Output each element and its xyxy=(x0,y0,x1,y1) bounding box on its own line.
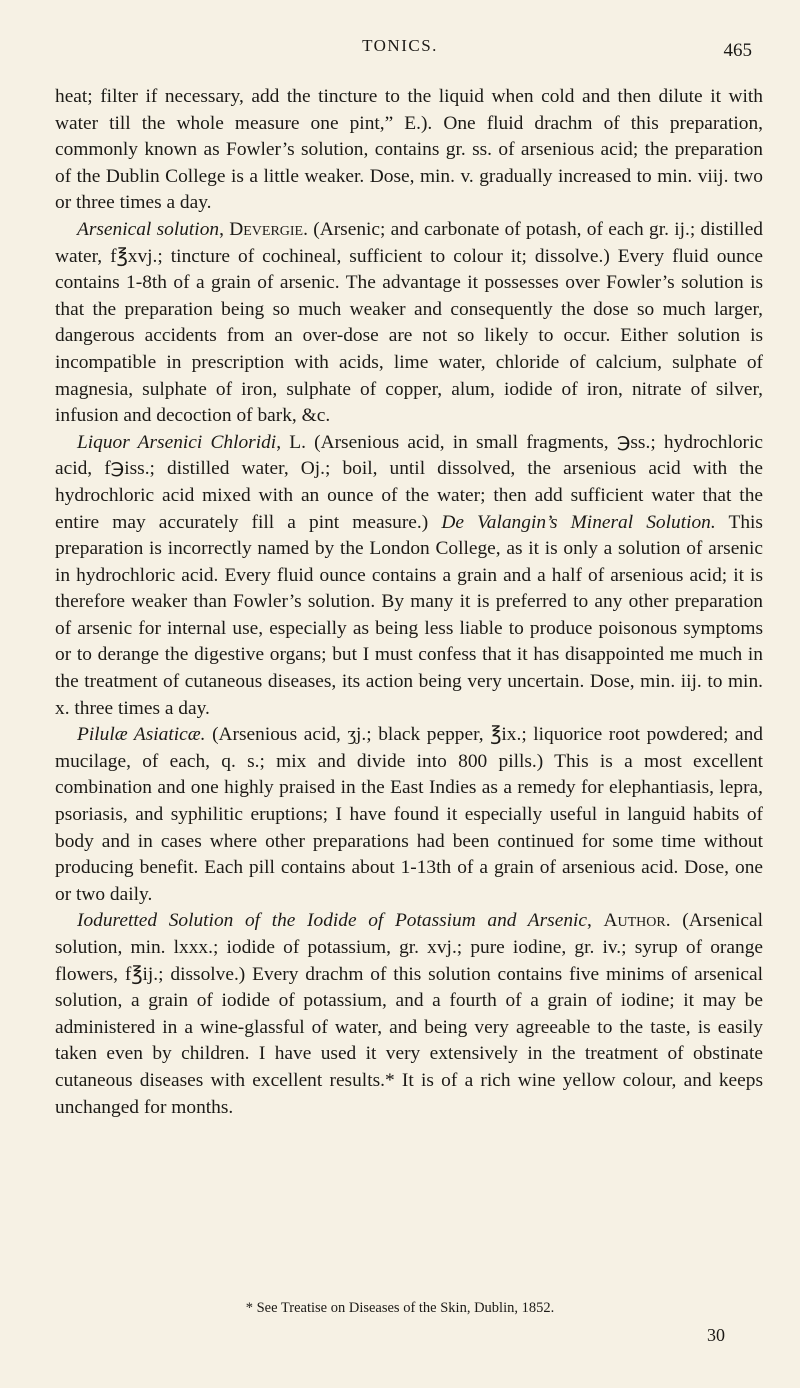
text-run: , xyxy=(219,218,230,240)
text-run: . (Arsenical solution, min. lxxx.; iodide of potassium, gr. xvj.; pure iodine, gr. iv.; syrup of orange flowers, f℥ij.; dissolve.) Every drachm of this solution contains five minims of arsenical solution, a grain of iodide of potassium, and a fourth of a grain of iodine; it may be administered in a wine-glassful of water, and being very agreeable to the taste, is easily taken even by children. I have used it very extensively in the treatment of obstinate cutaneous diseases with excellent results.* It is of a rich wine yellow colour, and keeps unchanged for months. xyxy=(55,910,763,1118)
running-head-title: TONICS. xyxy=(362,36,438,55)
paragraph-arsenical-solution-devergie xyxy=(55,217,763,430)
small-caps-run: Devergie xyxy=(229,218,304,240)
text-run: (Arsenious acid, ʒj.; black pepper, ℥ix.; liquorice root powdered; and mucilage, of each, q. s.; mix and divide into 800 pills.) This is a most excellent combination and one highly praised in the East Indies as a remedy for elephantiasis, lepra, psoriasis, and syphilitic eruptions; I have found it especially useful in languid habits of body and in cases where other preparations had been continued for some time without producing benefit. Each pill contains about 1-13th of a grain of arsenious acid. Dose, one or two daily. xyxy=(55,724,763,905)
italic-run: Ioduretted Solution of the Iodide of Potassium and Arsenic xyxy=(77,910,588,932)
body-text xyxy=(55,84,763,1121)
italic-run: De Valangin’s Mineral Solution. xyxy=(441,511,716,533)
text-run: , xyxy=(587,910,604,932)
page-number: 465 xyxy=(723,40,752,61)
italic-run: Arsenical solution xyxy=(77,218,220,240)
italic-run: Pilulæ Asiaticæ. xyxy=(77,724,206,746)
text-run: heat; filter if necessary, add the tincture to the liquid when cold and then dilute it with water till the whole measure one pint,” E.). One fluid drachm of this preparation, commonly known as Fowler’s solution, contains gr. ss. of arsenious acid; the preparation of the Dublin College is a little weaker. Dose, min. v. gradually increased to min. viij. two or three times a day. xyxy=(55,86,763,214)
paragraph-liquor-arsenici-chloridi xyxy=(55,430,763,723)
italic-run: Liquor Arsenici Chloridi xyxy=(77,431,277,453)
paragraph-ioduretted-solution xyxy=(55,908,763,1121)
footnote: * See Treatise on Diseases of the Skin, Dublin, 1852. xyxy=(245,1300,555,1316)
text-run: This preparation is incorrectly named by the London College, as it is only a solution of arsenic in hydrochloric acid. Every fluid ounce contains a grain and a half of arsenious acid; it is therefore weaker than Fowler’s solution. By many it is preferred to any other preparation of arsenic for internal use, especially as being less liable to produce poisonous symptoms or to derange the digestive organs; but I must confess that it has disappointed me much in the treatment of cutaneous diseases, its action being very uncertain. Dose, min. iij. to min. x. three times a day. xyxy=(55,511,763,719)
text-run: , L. (Arsenious acid, in small fragments, ℈ss.; hydrochloric acid, f℈iss.; distilled water, Oj.; boil, until dissolved, the arsenious acid with the hydrochloric acid mixed with an ounce of the water; then add sufficient water that the entire may accurately fill a pint measure.) xyxy=(55,431,763,533)
small-caps-run: Author xyxy=(603,910,666,932)
signature-mark: 30 xyxy=(707,1325,725,1345)
paragraph-continuation xyxy=(55,84,763,217)
paragraph-pilulae-asiaticae xyxy=(55,722,763,908)
running-head xyxy=(0,34,800,64)
text-run: . (Arsenic; and carbonate of potash, of each gr. ij.; distilled water, f℥xvj.; tincture of cochineal, sufficient to colour it; dissolve.) Every fluid ounce contains 1-8th of a grain of arsenic. The advantage it possesses over Fowler’s solution is that the preparation being so much weaker and consequently the dose so much larger, dangerous accidents from an over-dose are not so likely to occur. Either solution is incompatible in prescription with acids, lime water, chloride of calcium, sulphate of magnesia, sulphate of iron, sulphate of copper, alum, iodide of iron, nitrate of silver, infusion and decoction of bark, &c. xyxy=(55,218,763,427)
